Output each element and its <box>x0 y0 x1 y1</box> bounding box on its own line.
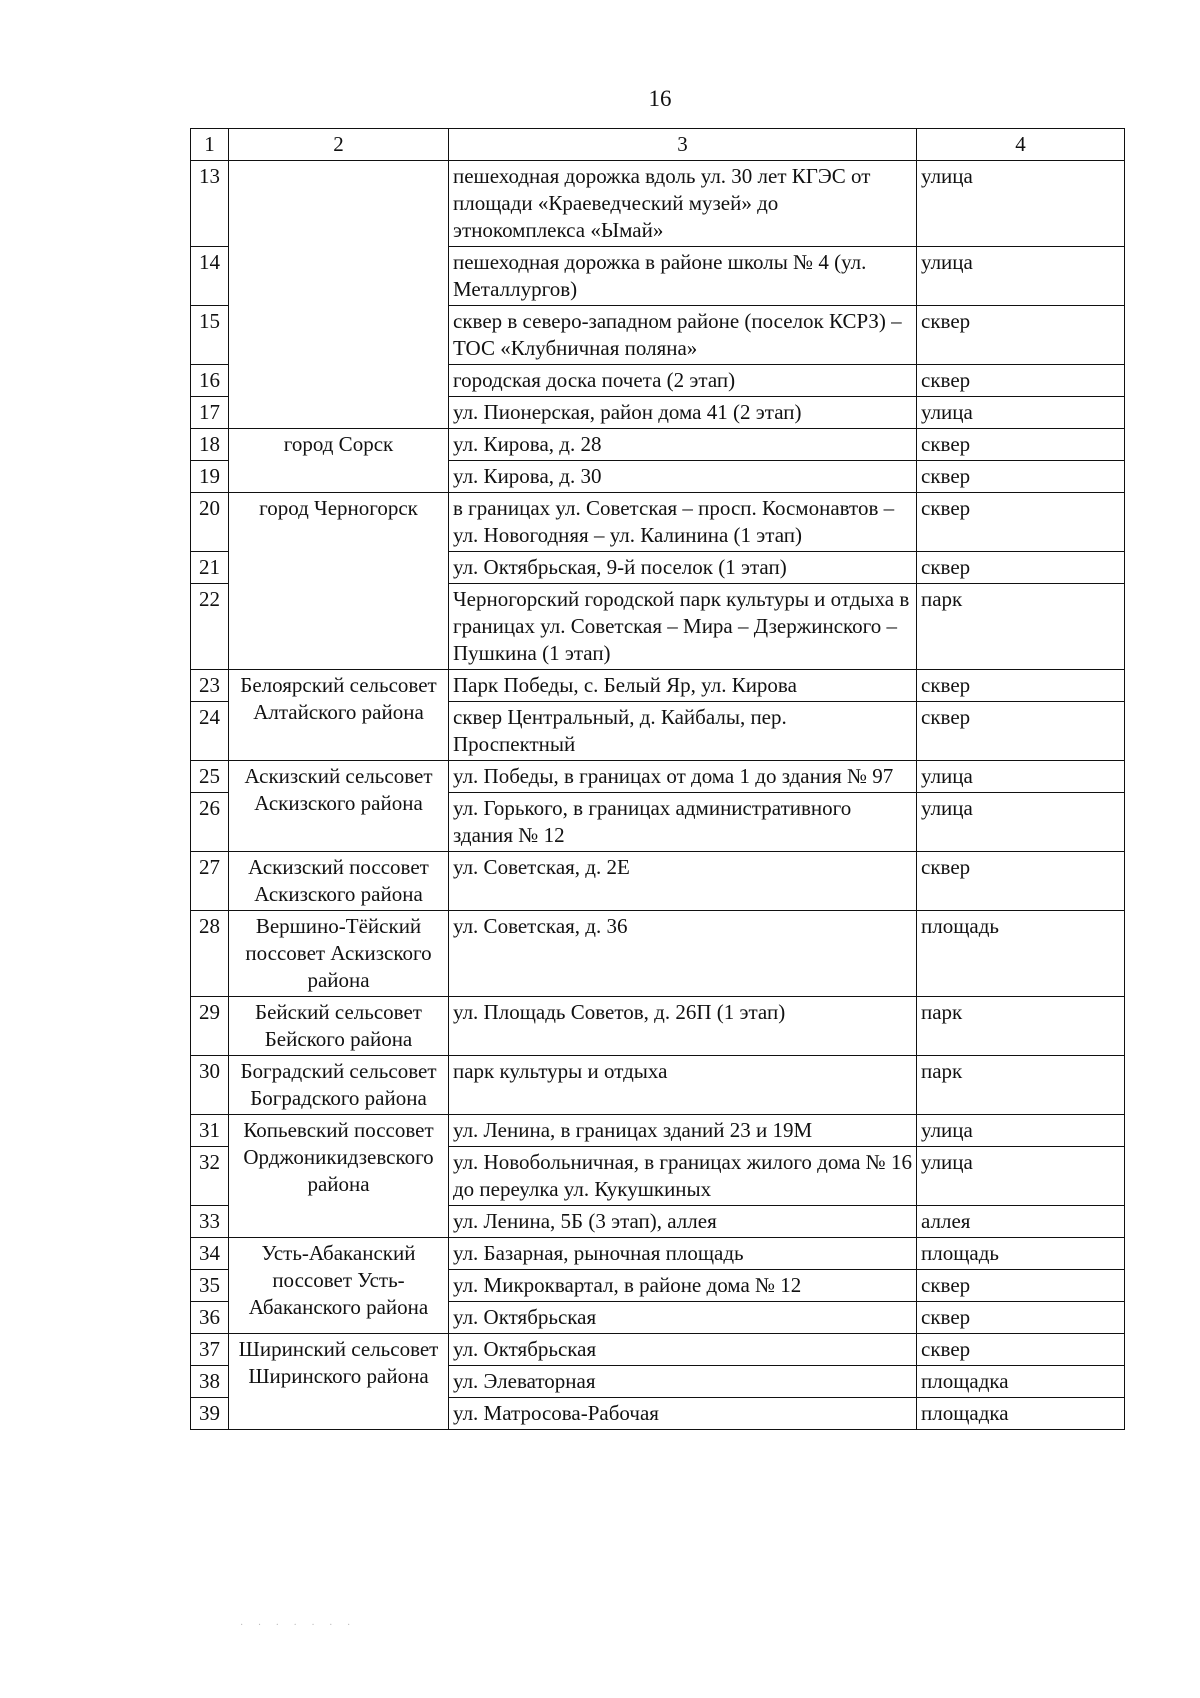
territory-type-cell: сквер <box>917 552 1125 584</box>
row-number-cell: 38 <box>191 1366 229 1398</box>
table-row <box>191 1115 1125 1147</box>
location-cell: ул. Октябрьская, 9-й поселок (1 этап) <box>449 552 917 584</box>
table-row <box>191 429 1125 461</box>
municipality-cell: Боградский сельсовет Боградского района <box>229 1056 449 1115</box>
location-cell: городская доска почета (2 этап) <box>449 365 917 397</box>
location-cell: ул. Кирова, д. 30 <box>449 461 917 493</box>
location-cell: ул. Кирова, д. 28 <box>449 429 917 461</box>
municipality-cell: Усть-Абаканский поссовет Усть-Абаканского района <box>229 1238 449 1334</box>
territory-type-cell: улица <box>917 247 1125 306</box>
table-header-row <box>191 129 1125 161</box>
page-number: 16 <box>648 86 672 111</box>
location-cell: ул. Микроквартал, в районе дома № 12 <box>449 1270 917 1302</box>
location-cell: сквер Центральный, д. Кайбалы, пер. Проспектный <box>449 702 917 761</box>
column-header-1: 1 <box>191 129 229 161</box>
location-cell: ул. Элеваторная <box>449 1366 917 1398</box>
territory-type-cell: сквер <box>917 1334 1125 1366</box>
territory-type-cell: сквер <box>917 852 1125 911</box>
territory-type-cell: площадка <box>917 1366 1125 1398</box>
row-number-cell: 25 <box>191 761 229 793</box>
municipality-cell: Белоярский сельсовет Алтайского района <box>229 670 449 761</box>
row-number-cell: 17 <box>191 397 229 429</box>
row-number-cell: 19 <box>191 461 229 493</box>
column-header-3: 3 <box>449 129 917 161</box>
territory-type-cell: площадь <box>917 911 1125 997</box>
table-row <box>191 161 1125 247</box>
municipality-cell: город Сорск <box>229 429 449 493</box>
municipality-cell: Аскизский сельсовет Аскизского района <box>229 761 449 852</box>
row-number-cell: 39 <box>191 1398 229 1430</box>
column-header-4: 4 <box>917 129 1125 161</box>
territory-type-cell: улица <box>917 1147 1125 1206</box>
location-cell: Парк Победы, с. Белый Яр, ул. Кирова <box>449 670 917 702</box>
row-number-cell: 30 <box>191 1056 229 1115</box>
table-row <box>191 852 1125 911</box>
location-cell: ул. Советская, д. 2Е <box>449 852 917 911</box>
territory-type-cell: сквер <box>917 306 1125 365</box>
table-row <box>191 493 1125 552</box>
row-number-cell: 36 <box>191 1302 229 1334</box>
location-cell: ул. Октябрьская <box>449 1302 917 1334</box>
territory-type-cell: сквер <box>917 702 1125 761</box>
table-row <box>191 1056 1125 1115</box>
row-number-cell: 14 <box>191 247 229 306</box>
location-cell: в границах ул. Советская – просп. Космонавтов – ул. Новогодняя – ул. Калинина (1 этап) <box>449 493 917 552</box>
column-header-2: 2 <box>229 129 449 161</box>
municipality-cell: Аскизский поссовет Аскизского района <box>229 852 449 911</box>
location-cell: ул. Ленина, 5Б (3 этап), аллея <box>449 1206 917 1238</box>
municipality-cell: Вершино-Тёйский поссовет Аскизского района <box>229 911 449 997</box>
territory-type-cell: улица <box>917 161 1125 247</box>
territory-type-cell: сквер <box>917 1302 1125 1334</box>
territory-type-cell: улица <box>917 761 1125 793</box>
territory-type-cell: сквер <box>917 429 1125 461</box>
location-cell: ул. Победы, в границах от дома 1 до здания № 97 <box>449 761 917 793</box>
location-cell: ул. Горького, в границах административного здания № 12 <box>449 793 917 852</box>
row-number-cell: 20 <box>191 493 229 552</box>
table-row <box>191 761 1125 793</box>
territory-type-cell: аллея <box>917 1206 1125 1238</box>
territory-type-cell: площадь <box>917 1238 1125 1270</box>
location-cell: ул. Октябрьская <box>449 1334 917 1366</box>
table-row <box>191 1334 1125 1366</box>
territory-type-cell: площадка <box>917 1398 1125 1430</box>
territory-type-cell: сквер <box>917 1270 1125 1302</box>
location-cell: ул. Новобольничная, в границах жилого дома № 16 до переулка ул. Кукушкиных <box>449 1147 917 1206</box>
row-number-cell: 16 <box>191 365 229 397</box>
territory-type-cell: сквер <box>917 365 1125 397</box>
row-number-cell: 33 <box>191 1206 229 1238</box>
location-cell: пешеходная дорожка в районе школы № 4 (ул. Металлургов) <box>449 247 917 306</box>
row-number-cell: 18 <box>191 429 229 461</box>
row-number-cell: 31 <box>191 1115 229 1147</box>
row-number-cell: 24 <box>191 702 229 761</box>
municipality-cell: город Черногорск <box>229 493 449 670</box>
row-number-cell: 34 <box>191 1238 229 1270</box>
row-number-cell: 21 <box>191 552 229 584</box>
territory-type-cell: улица <box>917 1115 1125 1147</box>
row-number-cell: 32 <box>191 1147 229 1206</box>
municipality-cell <box>229 161 449 429</box>
location-cell: ул. Советская, д. 36 <box>449 911 917 997</box>
territory-type-cell: сквер <box>917 461 1125 493</box>
location-cell: ул. Базарная, рыночная площадь <box>449 1238 917 1270</box>
row-number-cell: 29 <box>191 997 229 1056</box>
territory-type-cell: парк <box>917 584 1125 670</box>
scan-artifact: · · · · · · · <box>240 1620 357 1631</box>
row-number-cell: 35 <box>191 1270 229 1302</box>
location-cell: ул. Пионерская, район дома 41 (2 этап) <box>449 397 917 429</box>
row-number-cell: 27 <box>191 852 229 911</box>
row-number-cell: 26 <box>191 793 229 852</box>
row-number-cell: 28 <box>191 911 229 997</box>
row-number-cell: 13 <box>191 161 229 247</box>
table-row <box>191 911 1125 997</box>
row-number-cell: 37 <box>191 1334 229 1366</box>
territory-type-cell: парк <box>917 997 1125 1056</box>
location-cell: пешеходная дорожка вдоль ул. 30 лет КГЭС от площади «Краеведческий музей» до этнокомплекса «Ымай» <box>449 161 917 247</box>
municipality-cell: Копьевский поссовет Орджоникидзевского района <box>229 1115 449 1238</box>
location-cell: парк культуры и отдыха <box>449 1056 917 1115</box>
territory-type-cell: улица <box>917 397 1125 429</box>
table-row <box>191 670 1125 702</box>
territory-type-cell: сквер <box>917 493 1125 552</box>
territory-type-cell: сквер <box>917 670 1125 702</box>
location-cell: ул. Ленина, в границах зданий 23 и 19М <box>449 1115 917 1147</box>
territory-type-cell: парк <box>917 1056 1125 1115</box>
territories-table <box>190 128 1125 1430</box>
location-cell: ул. Матросова-Рабочая <box>449 1398 917 1430</box>
row-number-cell: 23 <box>191 670 229 702</box>
row-number-cell: 22 <box>191 584 229 670</box>
municipality-cell: Бейский сельсовет Бейского района <box>229 997 449 1056</box>
table-row <box>191 1238 1125 1270</box>
territory-type-cell: улица <box>917 793 1125 852</box>
municipality-cell: Ширинский сельсовет Ширинского района <box>229 1334 449 1430</box>
location-cell: Черногорский городской парк культуры и отдыха в границах ул. Советская – Мира – Дзержинского – Пушкина (1 этап) <box>449 584 917 670</box>
row-number-cell: 15 <box>191 306 229 365</box>
table-row <box>191 997 1125 1056</box>
location-cell: ул. Площадь Советов, д. 26П (1 этап) <box>449 997 917 1056</box>
location-cell: сквер в северо-западном районе (поселок КСРЗ) – ТОС «Клубничная поляна» <box>449 306 917 365</box>
